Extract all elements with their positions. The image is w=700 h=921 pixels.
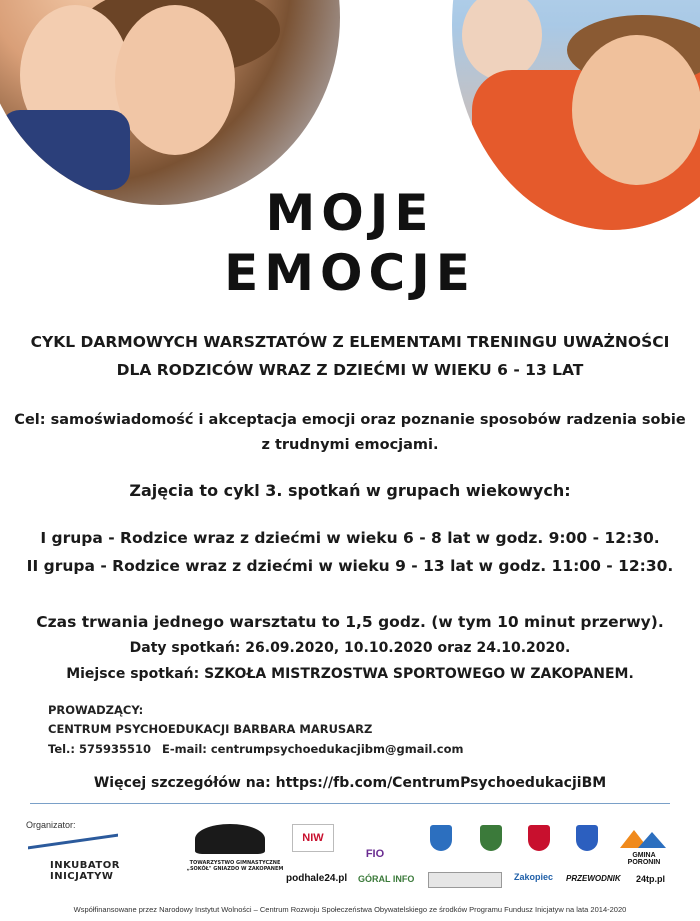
- biaty-dunajec-crest-icon: [528, 825, 550, 851]
- goral-info-logo: GÓRAL INFO: [358, 874, 415, 884]
- cycle-info: Zajęcia to cykl 3. spotkań w grupach wiekowych:: [129, 481, 571, 500]
- przewodnik-logo: PRZEWODNIK: [566, 874, 621, 883]
- gmina-poronin-name: GMINA PORONIN: [627, 852, 661, 866]
- child-face: [115, 5, 235, 155]
- zakopane-crest-icon: [430, 825, 452, 851]
- eagle-icon: [195, 824, 265, 854]
- tatra-logo: [428, 872, 502, 888]
- hosts-label: PROWADZĄCY:: [48, 703, 144, 717]
- niw-logo: NIW: [292, 824, 334, 852]
- place: Miejsce spotkań: SZKOŁA MISTRZOSTWA SPORTOWEGO W ZAKOPANEM.: [66, 666, 634, 682]
- zakopiec-logo: Zakopiec: [514, 872, 554, 882]
- duration: Czas trwania jednego warsztatu to 1,5 godz. (w tym 10 minut przerwy).: [36, 613, 664, 631]
- goal-line-2: z trudnymi emocjami.: [261, 437, 439, 453]
- group-1: I grupa - Rodzice wraz z dziećmi w wieku 6 - 8 lat w godz. 9:00 - 12:30.: [40, 529, 660, 547]
- hosts-name: CENTRUM PSYCHOEDUKACJI BARBARA MARUSARZ: [48, 722, 373, 736]
- child-face: [462, 0, 542, 80]
- more-info-link[interactable]: Więcej szczegółów na: https://fb.com/CentrumPsychoedukacjiBM: [93, 775, 607, 791]
- child-face: [572, 35, 700, 185]
- sokol-logo: [185, 820, 284, 876]
- roof-icon: [28, 834, 118, 862]
- podhale24-logo: podhale24.pl: [286, 873, 348, 884]
- organizer-label: Organizator:: [26, 820, 76, 830]
- children-photo-left: [0, 0, 340, 205]
- subtitle-line-2: DLA RODZICÓW WRAZ Z DZIEĆMI W WIEKU 6 - 13 LAT: [116, 361, 584, 379]
- inkubator-logo: [28, 840, 178, 882]
- crest-icon: [576, 825, 598, 851]
- child-shirt: [0, 110, 130, 190]
- koscielisko-crest-icon: [480, 825, 502, 851]
- title-line-2: EMOCJE: [224, 244, 476, 302]
- goal-line-1: Cel: samoświadomość i akceptacja emocji oraz poznanie sposobów radzenia sobie: [14, 412, 686, 428]
- sokol-name: TOWARZYSTWO GIMNASTYCZNE „SOKÓŁ" GNIAZDO W ZAKOPANEM: [186, 860, 284, 872]
- gmina-poronin-logo: [616, 826, 672, 866]
- mountains-icon: [616, 826, 672, 850]
- hosts-phone: Tel.: 575935510: [48, 742, 152, 756]
- dates: Daty spotkań: 26.09.2020, 10.10.2020 oraz 24.10.2020.: [129, 640, 571, 656]
- 24tp-logo: 24tp.pl: [636, 874, 666, 884]
- inkubator-name: INKUBATOR INICJATYW: [50, 860, 120, 882]
- title-line-1: MOJE: [265, 184, 435, 242]
- hosts-email: E-mail: centrumpsychoedukacjibm@gmail.com: [162, 742, 464, 756]
- fio-logo: FIO: [365, 848, 385, 860]
- footer-divider: [30, 803, 670, 804]
- group-2: II grupa - Rodzice wraz z dziećmi w wieku 9 - 13 lat w godz. 11:00 - 12:30.: [26, 557, 674, 575]
- subtitle-line-1: CYKL DARMOWYCH WARSZTATÓW Z ELEMENTAMI TRENINGU UWAŻNOŚCI: [30, 333, 670, 351]
- funding-note: Współfinansowane przez Narodowy Instytut Wolności – Centrum Rozwoju Społeczeństwa Obywatelskiego ze środków Programu Fundusz Inicjatyw na lata 2014-2020: [73, 905, 627, 914]
